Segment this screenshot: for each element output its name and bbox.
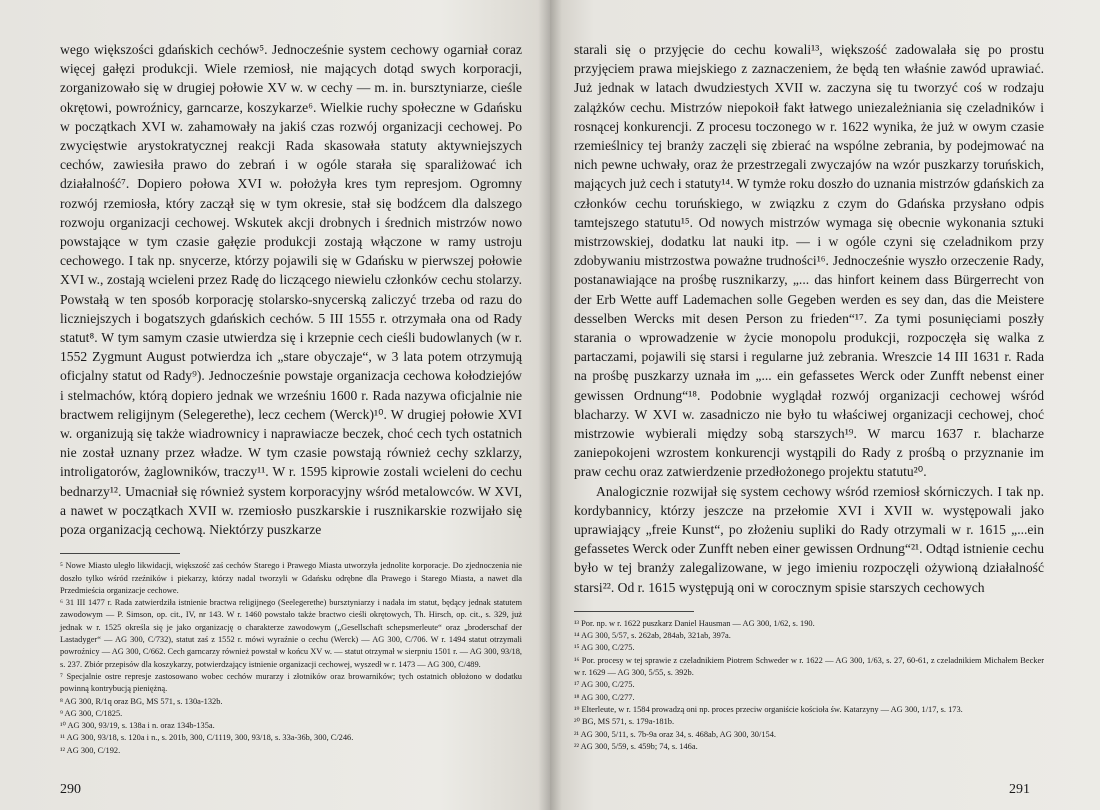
right-footnotes (574, 618, 1044, 753)
left-footnotes (60, 560, 522, 757)
footnote: ²¹ AG 300, 5/11, s. 7b-9a oraz 34, s. 468ab, AG 300, 30/154. (574, 729, 776, 739)
footnote: ¹² AG 300, C/192. (60, 745, 121, 755)
footnote: ⁷ Specjalnie ostre represje zastosowano wobec cechów murarzy i złotników oraz browarników; tych ostatnich obłożono w dodatku powinną kontrybucją pieniężną. (60, 671, 522, 694)
right-page (550, 0, 1100, 810)
footnote: ²⁰ BG, MS 571, s. 179a-181b. (574, 717, 675, 727)
footnote: ¹⁴ AG 300, 5/57, s. 262ab, 284ab, 321ab, 397a. (574, 631, 731, 641)
footnote: ¹⁰ AG 300, 93/19, s. 138a i n. oraz 134b-135a. (60, 721, 215, 731)
left-paragraph: wego większości gdańskich cechów⁵. Jednocześnie system cechowy ogarniał coraz więcej gałęzi produkcji. Wiele rzemiosł, nie mających dotąd swych korporacji, zorganizowało się w drugiej połowie XV w. w cechy — m. in. bursztyniarze, cieśle okrętowi, powroźnicy, garncarze, koszykarze⁶. Wielkie ruchy społeczne w Gdańsku w początkach XVI w. zahamowały na jakiś czas rozwój organizacji cechowej. Po zwycięstwie arystokratycznej reakcji Rada skasowała statuty aktywniejszych cechów, zawiesiła prawo do zebrań i w ogóle starała się sparaliżować ich działalność⁷. Dopiero połowa XVI w. położyła kres tym represjom. Ogromny rozwój rzemiosła, który zaczął się w tym okresie, stał się bodźcem dla dalszego rozwoju organizacji cechowej. Wskutek akcji drobnych i średnich mistrzów nowo powstające w tym czasie gałęzie produkcji zostają włączone w ramy ustroju cechowego. I tak np. snycerze, którzy pojawili się w Gdańsku w pierwszej połowie XVI w., zostają wcieleni przez Radę do liczącego niewielu członków cechu stolarzy. Powstałą w ten sposób korporację stolarsko-snycerską zaliczyć trzeba od razu do liczniejszych i bogatszych gdańskich cechów. 5 III 1555 r. otrzymała ona od Rady statut⁸. W tym samym czasie utwierdza się i krzepnie cech cieśli budowlanych (w r. 1552 Zygmunt August potwierdza ich „stare obyczaje“, w 3 lata potem otrzymują oficjalny statut od Rady⁹). Jednocześnie powstaje organizacja cechowa kołodziejów i stelmachów, którą dopiero jednak we wrześniu 1600 r. Rada nazywa oficjalnie nie bractwem religijnym (Selegerethe), lecz cechem (Werck)¹⁰. W drugiej połowie XVI w. organizują się także wiadrownicy i naprawiacze beczek, choć cech tych ostatnich nie został uznany przez władze. W tym czasie powstają również cechy szklarzy, introligatorów, żaglowników, traczy¹¹. W r. 1595 kiprowie zostali wcieleni do cechu bednarzy¹². Umacniał się również system korporacyjny wśród metalowców. W XVI, a nawet w początkach XVII w. rzemiosło puszkarskie i rusznikarskie rozwijało się poza organizacją cechową. Niektórzy puszkarze (60, 42, 522, 538)
page-number-right: 291 (1009, 782, 1030, 797)
footnote: ¹⁸ AG 300, C/277. (574, 692, 635, 702)
footnote: ¹⁶ Por. procesy w tej sprawie z czeladnikiem Piotrem Schweder w r. 1622 — AG 300, 1/63, s. 27, 60-61, z czeladnikiem Michałem Becker w r. 1629 — AG 300, 5/55, s. 392b. (574, 655, 1044, 678)
footnote: ⁵ Nowe Miasto uległo likwidacji, większość zaś cechów Starego i Prawego Miasta utworzyła jednolite korporacje. Do zjednoczenia nie doszło tylko wśród rzeźników i piekarzy, którzy nadal tworzyli w Gdańsku odrębne dla Prawego i Starego Miasta, a nawet dla Przedmieścia organizacje cechowe. (60, 561, 522, 595)
right-body-text (574, 40, 1044, 597)
footnote: ⁸ AG 300, R/1q oraz BG, MS 571, s. 130a-132b. (60, 696, 223, 706)
right-paragraph: Analogicznie rozwijał się system cechowy wśród rzemiosł skórniczych. I tak np. kordybannicy, którzy jeszcze na przełomie XVI i XVII w. występowali jako uprawiający „freie Kunst“, po złożeniu supliki do Rady otrzymali w r. 1615 „...ein gefassetes Werck oder Zunfft neben einer gewissen Ordnung“²¹. Odtąd istnienie cechu było w tej branży zalegalizowane, w jego imieniu rozpoczęli ożywioną działalność starsi²². Od r. 1615 występują oni w corocznym spisie starszych cechowych (574, 483, 1044, 595)
right-footnote-rule (574, 611, 694, 612)
page-number-left: 290 (60, 782, 81, 797)
footnote: ¹⁵ AG 300, C/275. (574, 643, 635, 653)
footnote: ¹⁹ Elterleute, w r. 1584 prowadzą oni np. proces przeciw organiście kościoła św. Katarzyny — AG 300, 1/17, s. 173. (574, 704, 963, 714)
footnote: ¹¹ AG 300, 93/18, s. 120a i n., s. 201b, 300, C/1119, 300, 93/18, s. 33a-36b, 300, C/246. (60, 733, 354, 743)
footnote: ⁹ AG 300, C/1825. (60, 708, 123, 718)
left-footnote-rule (60, 553, 180, 554)
footnote: ¹³ Por. np. w r. 1622 puszkarz Daniel Hausman — AG 300, 1/62, s. 190. (574, 618, 815, 628)
right-paragraph: starali się o przyjęcie do cechu kowali¹³, większość zadowalała się po prostu przyjęciem prawa miejskiego z zaznaczeniem, że będą ten właśnie zawód uprawiać. Już jednak w latach dwudziestych XVII w. zaczyna się tu tworzyć coś w rodzaju zalążków cechu. Mistrzów niepokoił fakt łatwego uniezależniania się czeladników i rosnącej konkurencji. Z procesu toczonego w r. 1622 wynika, że już w owym czasie rzemieślnicy tej branży zaczęli się zbierać na wspólne zebrania, by podejmować na nich pewne uchwały, oraz że przestrzegali zwyczajów na wzór puszkarzy toruńskich, mających już cech i statuty¹⁴. W tymże roku doszło do uznania mistrzów gdańskich za członków cechu toruńskiego, w związku z czym do Gdańska przysłano odpis tamtejszego statutu¹⁵. Od nowych mistrzów wymaga się obecnie wykonania sztuki mistrzowskiej, dodatku lat nauki itp. — i w ogóle czyni się czeladnikom przy zdobywaniu mistrzostwa poważne trudności¹⁶. Jednocześnie wyszło orzeczenie Rady, postanawiające na prośbę rusznikarzy, „... das hinfort keinem dass Bürgerrecht von der Erb Wette auff Lademachen solle Gegeben werden es sey dan, das die Meistere desselben Wercks mit desen Person zu frieden“¹⁷. Za tymi posunięciami poszły starania o wprowadzenie w życie monopolu produkcji, rozpoczęła się walka z partaczami, pojawili się starsi i regularne już zebrania. Wreszcie 14 III 1631 r. Rada na prośbę puszkarzy uznała im „... ein gefassetes Werck oder Zunfft nebenst einer gewissen Ordnung“¹⁸. Podobnie wyglądał rozwój organizacji cechowej wśród blacharzy. W XVI w. zasadniczo nie było tu właściwej organizacji cechowej, choć mistrzowie wybierali między sobą starszych¹⁹. W marcu 1637 r. blacharze zaniepokojeni wzrostem konkurencji wystąpili do Rady z prośbą o przyznanie im praw cechu oraz zatwierdzenie przedłożonego projektu statutu²⁰. (574, 42, 1044, 480)
footnote: ¹⁷ AG 300, C/275. (574, 680, 635, 690)
footnote: ²² AG 300, 5/59, s. 459b; 74, s. 146a. (574, 741, 698, 751)
footnote: ⁶ 31 III 1477 r. Rada zatwierdziła istnienie bractwa religijnego (Seelegerethe) bursztyniarzy i nadała im statut, będący jednak statutem zawodowym — P. Simson, op. cit., IV, nr 143. W r. 1460 powstało także bractwo cieśli okrętowych, Th. Hirsch, op. cit., s. 329, już jednak w r. 1525 określa się je jako organizację o charakterze zawodowym („Gesellschaft schepsmerleute“ oraz „broderschaf der Lastadyger“ — AG 300, C/732), statut zaś z 1552 r. mówi wyraźnie o cechu (Werck) — AG 300, C/706. W r. 1494 statut otrzymali powroźnicy — AG 300, C/662. Cech garncarzy również powstał w końcu XV w. — statut otrzymał w sierpniu 1501 r. — AG 300, 93/18, s. 237. Zbiór przepisów dla koszykarzy, potwierdzający istnienie organizacji cechowej, wyszedł w r. 1473 — AG 300, C/489. (60, 598, 522, 669)
left-body-text (60, 40, 522, 539)
